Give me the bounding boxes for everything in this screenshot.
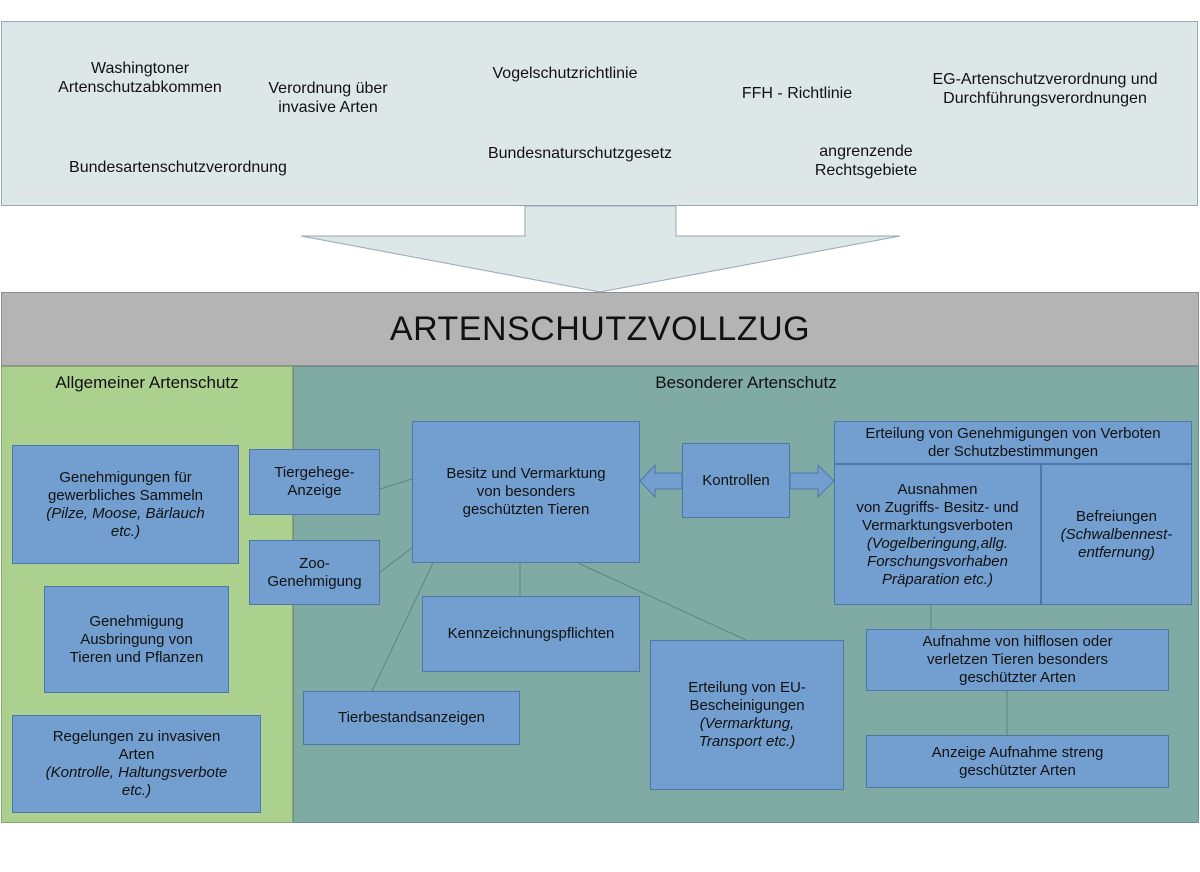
text-line: Bundesnaturschutzgesetz xyxy=(487,145,673,162)
box-tiergehege-anzeige xyxy=(249,449,380,515)
text-line: Kennzeichnungspflichten xyxy=(447,625,615,642)
box-besitz-vermarktung xyxy=(412,421,640,563)
text-line: Regelungen zu invasiven xyxy=(52,728,221,745)
text-line: Zoo- xyxy=(299,554,330,572)
text-line: Vogelschutzrichtlinie xyxy=(492,65,638,82)
text-line: Durchführungsverordnungen xyxy=(943,90,1147,107)
double-arrow-left xyxy=(640,465,682,497)
text-line: von Zugriffs- Besitz- und xyxy=(856,498,1019,516)
text-line: der Schutzbestimmungen xyxy=(927,442,1099,460)
italic-detail-line: (Pilze, Moose, Bärlauch xyxy=(46,504,205,522)
text-line: Anzeige Aufnahme streng xyxy=(931,743,1104,761)
text-line: Ausbringung von xyxy=(80,630,193,648)
text-line: Rechtsgebiete xyxy=(814,162,918,179)
text-line: von besonders xyxy=(476,483,576,500)
arrow-right xyxy=(790,465,834,497)
text-line: Bundesartenschutzverordnung xyxy=(69,159,287,176)
text-line: Aufnahme von hilflosen oder xyxy=(922,633,1113,650)
line-tiergehege-besitz xyxy=(380,479,412,489)
text-line: Ausnahmen xyxy=(897,480,978,498)
box-regelungen-invasive xyxy=(12,715,261,813)
text-line: geschützten Tieren xyxy=(462,501,590,518)
box-erteilung-genehmigungen xyxy=(834,421,1192,464)
box-kontrollen xyxy=(682,443,790,518)
text-line: angrenzende xyxy=(819,143,913,160)
text-line: Bescheinigungen xyxy=(689,697,805,714)
italic-detail-line: (Vermarktung, xyxy=(699,715,795,732)
text-line: Genehmigung xyxy=(89,612,184,630)
italic-detail-line: Präparation etc.) xyxy=(882,570,993,588)
italic-detail-line: etc.) xyxy=(121,782,152,799)
text-line: Genehmigung xyxy=(267,572,362,590)
box-genehmigungen-sammeln xyxy=(12,445,239,564)
text-line: verletzen Tieren besonders xyxy=(927,651,1108,668)
text-line: Anzeige xyxy=(287,482,342,499)
text-line: Washingtoner xyxy=(90,60,190,77)
text-line: Erteilung von Genehmigungen von Verboten xyxy=(865,424,1161,442)
text-line: Tieren und Pflanzen xyxy=(69,648,204,666)
text-line: Genehmigungen für xyxy=(59,468,192,486)
italic-detail-line: etc.) xyxy=(110,522,141,540)
text-line: Tiergehege- xyxy=(274,464,355,481)
banner-title: ARTENSCHUTZVOLLZUG xyxy=(389,309,811,348)
box-aufnahme-hilflose-tiere xyxy=(866,629,1169,691)
box-anzeige-aufnahme xyxy=(866,735,1169,788)
text-line: geschützter Arten xyxy=(959,669,1076,686)
text-line: gewerbliches Sammeln xyxy=(47,486,204,504)
box-eu-bescheinigungen xyxy=(650,640,844,790)
text-line: Erteilung von EU- xyxy=(688,679,806,696)
line-zoo-besitz xyxy=(380,548,412,572)
text-line: Verordnung über xyxy=(268,80,388,97)
allgemeiner-artenschutz-title: Allgemeiner Artenschutz xyxy=(55,373,239,392)
box-tierbestandsanzeigen xyxy=(303,691,520,745)
italic-detail-line: entfernung) xyxy=(1078,543,1155,561)
box-kennzeichnungspflichten xyxy=(422,596,640,672)
box-befreiungen xyxy=(1041,464,1192,605)
text-line: EG-Artenschutzverordnung und xyxy=(932,71,1158,88)
text-line: Kontrollen xyxy=(702,471,770,489)
besonderer-artenschutz-title: Besonderer Artenschutz xyxy=(655,373,837,392)
text-line: geschützter Arten xyxy=(959,761,1076,779)
italic-detail-line: (Kontrolle, Haltungsverbote xyxy=(45,764,228,781)
italic-detail-line: (Vogelberingung,allg. xyxy=(866,534,1009,552)
text-line: Befreiungen xyxy=(1076,507,1157,525)
text-line: invasive Arten xyxy=(278,99,378,116)
text-line: Besitz und Vermarktung xyxy=(446,465,606,482)
italic-detail-line: (Schwalbennest- xyxy=(1060,525,1173,543)
text-line: Tierbestandsanzeigen xyxy=(337,709,486,726)
text-line: Vermarktungsverboten xyxy=(862,516,1013,534)
italic-detail-line: Forschungsvorhaben xyxy=(867,552,1008,570)
box-ausnahmen xyxy=(834,464,1041,605)
italic-detail-line: Transport etc.) xyxy=(698,733,796,750)
text-line: FFH - Richtlinie xyxy=(741,85,853,102)
text-line: Arten xyxy=(118,746,155,763)
box-zoo-genehmigung xyxy=(249,540,380,605)
box-genehmigung-ausbringung xyxy=(44,586,229,693)
text-line: Artenschutzabkommen xyxy=(58,79,222,96)
